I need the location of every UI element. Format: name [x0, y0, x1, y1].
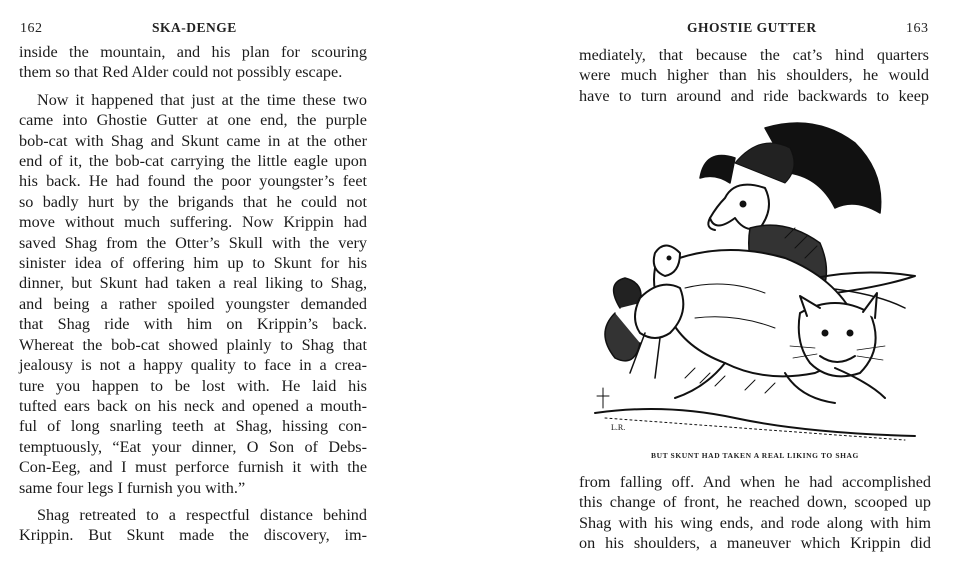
text-line: that Shag ride with him on Krippin’s back.: [19, 315, 367, 334]
text-line: jealousy is not a happy quality to face in a crea-: [19, 356, 367, 375]
text-line: tufted ears back on his neck and opened a mouth-: [19, 396, 367, 415]
text-line: came into Ghostie Gutter at one end, the purple: [19, 111, 367, 130]
right-page-number: 163: [906, 21, 929, 36]
text-line: Now it happened that just at the time these two: [37, 90, 367, 109]
text-line: inside the mountain, and his plan for scouring: [19, 43, 367, 61]
left-page: [0, 0, 390, 581]
text-line: Shag retreated to a respectful distance behind: [37, 505, 367, 524]
text-line: Shag with his wing ends, and rode along with him: [579, 513, 931, 532]
right-running-head: GHOSTIE GUTTER: [687, 20, 817, 35]
text-line: from falling off. And when he had accomplished: [579, 473, 931, 491]
right-body-text-top: [579, 45, 929, 106]
text-line: so badly hurt by the brigands that he could not: [19, 192, 367, 211]
eagle-bobcat-squirrel-illustration: [585, 118, 935, 448]
illustration-caption: BUT SKUNT HAD TAKEN A REAL LIKING TO SHAG: [651, 451, 859, 460]
text-line: mediately, that because the cat’s hind quarters: [579, 46, 929, 64]
text-line: Con-Eeg, and I must perforce furnish it with the: [19, 458, 367, 477]
text-line: sinister idea of offering him up to Skunt for his: [19, 254, 367, 273]
text-line: saved Shag from the Otter’s Skull with the very: [19, 233, 367, 252]
right-body-text-bottom: [579, 472, 931, 554]
text-line: move without much suffering. Now Krippin had: [19, 213, 367, 232]
text-line: this change of front, he reached down, scooped up: [579, 493, 931, 512]
text-line: end of it, the bob-cat carrying the little eagle upon: [19, 152, 367, 171]
left-running-head: SKA-DENGE: [152, 20, 237, 35]
text-line: and being a rather spoiled youngster demanded: [19, 294, 367, 313]
text-line: them so that Red Alder could not possibly escape.: [19, 63, 343, 82]
left-body-text: [19, 42, 367, 546]
text-line: bob-cat with Shag and Skunt came in at the other: [19, 131, 367, 150]
text-line: have to turn around and ride backwards to keep: [579, 86, 929, 105]
text-line: ful of long snarling teeth at Shag, hissing con-: [19, 417, 367, 436]
text-line: same four legs I furnish you with.”: [19, 478, 246, 497]
text-line: ture you happen to be lost with. He laid his: [19, 376, 367, 395]
text-line: temptuously, “Eat your dinner, O Son of Debs-: [19, 437, 367, 456]
text-line: on his shoulders, a maneuver which Krippin did: [579, 534, 931, 553]
text-line: his back. He had found the poor youngster’s feet: [19, 172, 367, 191]
text-line: Krippin. But Skunt made the discovery, im-: [19, 526, 367, 545]
text-line: dinner, but Skunt had taken a real liking to Shag,: [19, 274, 367, 293]
text-line: were much higher than his shoulders, he would: [579, 66, 929, 85]
text-line: Whereat the bob-cat showed plainly to Shag that: [19, 335, 367, 354]
left-page-number: 162: [20, 21, 43, 36]
illustration-signature: L.R.: [611, 423, 626, 432]
